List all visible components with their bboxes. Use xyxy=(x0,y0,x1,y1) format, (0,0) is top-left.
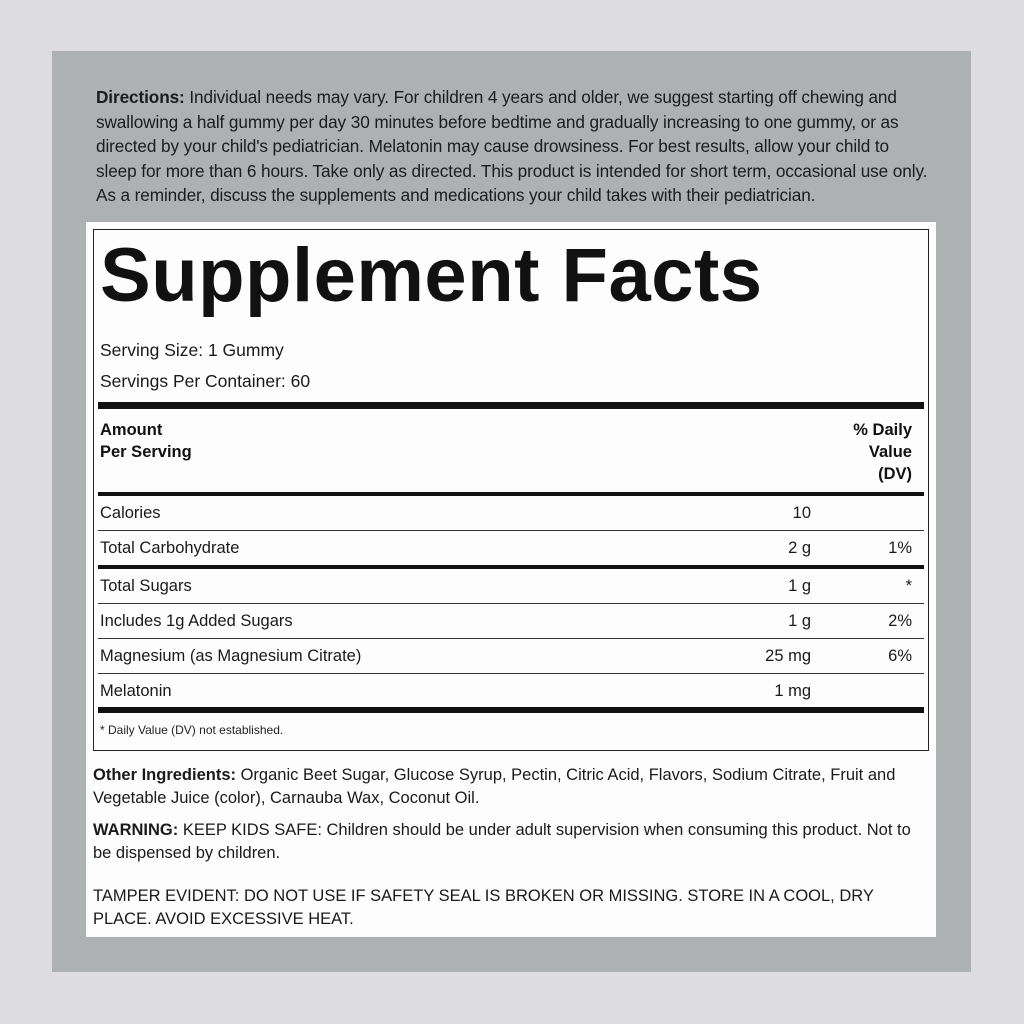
nutrient-dv: 6% xyxy=(888,647,912,665)
header-dv-line1: % Daily xyxy=(853,421,912,439)
table-row xyxy=(98,569,924,604)
directions-label: Directions: xyxy=(96,87,185,107)
thick-rule-bottom xyxy=(98,707,924,713)
nutrient-dv: 2% xyxy=(888,612,912,630)
nutrient-amount: 1 g xyxy=(788,577,811,595)
nutrient-amount: 1 mg xyxy=(774,682,811,700)
tamper-evident-notice: TAMPER EVIDENT: DO NOT USE IF SAFETY SEAL IS BROKEN OR MISSING. STORE IN A COOL, DRY PLACE. AVOID EXCESSIVE HEAT. xyxy=(93,887,874,928)
nutrient-dv: * xyxy=(905,577,912,595)
directions-text xyxy=(96,85,934,208)
other-ingredients xyxy=(93,764,923,810)
nutrient-name: Magnesium (as Magnesium Citrate) xyxy=(100,647,362,665)
nutrient-amount: 1 g xyxy=(788,612,811,630)
nutrient-amount: 10 xyxy=(792,504,811,522)
header-daily-value xyxy=(853,419,912,485)
nutrient-name: Total Carbohydrate xyxy=(100,539,240,557)
other-ingredients-text: Organic Beet Sugar, Glucose Syrup, Pectin, Citric Acid, Flavors, Sodium Citrate, Fruit and Vegetable Juice (color), Carnauba Wax, Coconut Oil. xyxy=(93,766,896,807)
header-amount xyxy=(100,419,192,463)
other-ingredients-label: Other Ingredients: xyxy=(93,766,237,784)
dv-footnote: * Daily Value (DV) not established. xyxy=(100,723,284,737)
nutrient-name: Melatonin xyxy=(100,682,172,700)
nutrient-name: Total Sugars xyxy=(100,577,192,595)
table-row xyxy=(98,604,924,639)
facts-title: Supplement Facts xyxy=(100,233,763,318)
header-dv-line3: (DV) xyxy=(878,465,912,483)
nutrient-dv: 1% xyxy=(888,539,912,557)
nutrient-amount: 2 g xyxy=(788,539,811,557)
warning-text: KEEP KIDS SAFE: Children should be under adult supervision when consuming this product. Not to be dispensed by children. xyxy=(93,821,911,862)
warning-label: WARNING: xyxy=(93,821,179,839)
table-row xyxy=(98,674,924,709)
thick-rule xyxy=(98,402,924,409)
nutrient-name: Calories xyxy=(100,504,161,522)
header-amount-line2: Per Serving xyxy=(100,443,192,461)
table-row xyxy=(98,496,924,531)
table-row xyxy=(98,531,924,566)
header-dv-line2: Value xyxy=(868,443,912,461)
nutrient-name: Includes 1g Added Sugars xyxy=(100,612,293,630)
servings-per-container: Servings Per Container: 60 xyxy=(100,371,311,391)
serving-size: Serving Size: 1 Gummy xyxy=(100,340,284,360)
warning xyxy=(93,819,923,865)
nutrient-amount: 25 mg xyxy=(765,647,811,665)
table-row xyxy=(98,639,924,674)
header-amount-line1: Amount xyxy=(100,421,163,439)
directions-body: Individual needs may vary. For children 4 years and older, we suggest starting off chewing and swallowing a half gummy per day 30 minutes before bedtime and gradually increasing to one gummy, or as directed by your child's pediatrician. Melatonin may cause drowsiness. For best results, allow your child to sleep for more than 6 hours. Take only as directed. This product is intended for short term, occasional use only. As a reminder, discuss the supplements and medications your child takes with their pediatrician. xyxy=(96,87,928,205)
